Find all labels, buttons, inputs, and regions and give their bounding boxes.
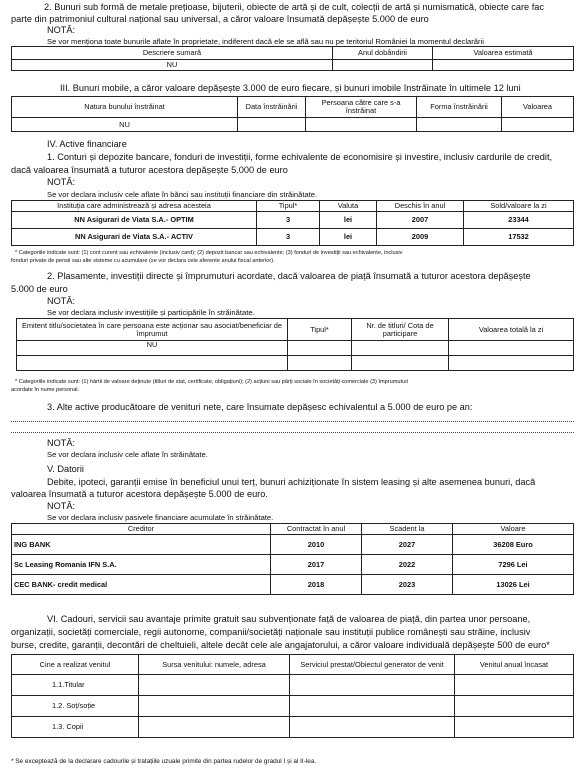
s4-nota2: NOTĂ: xyxy=(47,296,76,306)
table-cell: NU xyxy=(12,60,333,71)
footnote-investments-2: acordate în nume personal. xyxy=(11,387,80,393)
header-cell: Persoana către care s-a înstrăinat xyxy=(306,97,417,118)
header-cell: Emitent titlu/societatea în care persoana este acționar sau asociat/beneficiar de împrumut xyxy=(17,319,288,341)
s3-table xyxy=(11,96,574,132)
table-cell: NN Asigurari de Viata S.A.- OPTIM xyxy=(12,212,257,229)
header-cell: Contractat în anul xyxy=(271,524,362,535)
dotted-line xyxy=(11,432,574,433)
header-cell: Tipul* xyxy=(257,201,320,212)
table-row xyxy=(12,575,574,595)
table-cell xyxy=(290,696,455,717)
table-cell xyxy=(238,118,306,132)
dotted-line xyxy=(11,421,574,422)
table-cell xyxy=(352,341,449,356)
footnote-gifts: * Se exceptează de la declarare cadourile și tratațiile uzuale primite din partea rudelor de gradul I și al II-lea. xyxy=(11,758,317,765)
header-cell: Data înstrăinării xyxy=(238,97,306,118)
s6-line1: VI. Cadouri, servicii sau avantaje primite gratuit sau subvenționate față de valoarea de piață, din partea unor persoane, xyxy=(47,614,531,624)
table-cell: 2027 xyxy=(362,535,453,555)
s2-table xyxy=(11,46,574,71)
table-cell xyxy=(288,341,352,356)
s4-title: IV. Active financiare xyxy=(47,139,127,149)
table-cell: 2017 xyxy=(271,555,362,575)
header-cell: Valoare xyxy=(453,524,574,535)
s5-nota: NOTĂ: xyxy=(47,501,76,511)
table-cell: 1.2. Soț/soție xyxy=(12,696,139,717)
accounts-table xyxy=(11,200,574,246)
s2-line1: 2. Bunuri sub formă de metale prețioase, bijuterii, obiecte de artă și de cult, colecții de artă și numismatică, obiecte care fac xyxy=(44,2,544,12)
footnote-investments-1: * Categoriile indicate sunt: (1) hârtii de valoare deținute (titluri de stat, certificate, obligațiuni); (2) acțiuni sau părți sociale în societăți comerciale (3) împrumuturi xyxy=(15,379,409,385)
table-cell: 36208 Euro xyxy=(453,535,574,555)
table-cell: 23344 xyxy=(464,212,574,229)
table-row xyxy=(12,212,574,229)
s4-p2-note: Se vor declara inclusiv investițiile și participările în străinătate. xyxy=(47,308,255,317)
investments-table xyxy=(16,318,574,371)
s4-nota: NOTĂ: xyxy=(47,177,76,187)
table-cell xyxy=(502,118,574,132)
header-cell: Serviciul prestat/Obiectul generator de venit xyxy=(290,655,455,675)
table-cell: ING BANK xyxy=(12,535,271,555)
s5-title: V. Datorii xyxy=(47,464,84,474)
header-cell: Valoarea totală la zi xyxy=(449,319,574,341)
s5-line1: Debite, ipoteci, garanții emise în beneficiul unui terț, bunuri achiziționate în sistem leasing și alte asemenea bunuri, dacă xyxy=(47,477,536,487)
table-cell xyxy=(139,696,290,717)
s3-title: III. Bunuri mobile, a căror valoare depășește 3.000 de euro fiecare, și bunuri imobile înstrăinate în ultimele 12 luni xyxy=(60,83,521,93)
header-cell: Forma înstrăinării xyxy=(417,97,502,118)
table-cell: 2018 xyxy=(271,575,362,595)
header-cell: Descriere sumară xyxy=(12,47,333,60)
header-cell: Valoarea xyxy=(502,97,574,118)
table-row xyxy=(12,229,574,246)
table-cell: 1.3. Copii xyxy=(12,717,139,738)
table-cell: 13026 Lei xyxy=(453,575,574,595)
table-cell: CEC BANK- credit medical xyxy=(12,575,271,595)
table-cell: lei xyxy=(320,212,377,229)
table-cell xyxy=(455,717,574,738)
table-cell: 3 xyxy=(257,229,320,246)
s2-line2: parte din patrimoniul cultural național sau universal, a căror valoare însumată depășește 5.000 de euro xyxy=(11,14,429,24)
table-row xyxy=(12,696,574,717)
table-row xyxy=(12,675,574,696)
header-cell: Creditor xyxy=(12,524,271,535)
s6-line3: burse, credite, garanții, decontări de cheltuieli, altele decât cele ale angajatorului, a căror valoare individuală depășește 500 de euro* xyxy=(11,640,550,650)
header-cell: Venitul anual încasat xyxy=(455,655,574,675)
s4-p1-line2: dacă valoarea însumată a tuturor acestora depășește 5.000 de euro xyxy=(11,165,288,175)
header-cell: Natura bunului înstrăinat xyxy=(12,97,238,118)
s2-nota: NOTĂ: xyxy=(47,25,76,35)
table-cell xyxy=(333,60,433,71)
header-cell: Cine a realizat venitul xyxy=(12,655,139,675)
table-cell xyxy=(433,60,574,71)
header-cell: Valuta xyxy=(320,201,377,212)
s6-line2: organizații, societăți comerciale, regii autonome, companii/societăți naționale sau instituții publice românești sau străine, inclusiv xyxy=(11,627,531,637)
s4-p2-line1: 2. Plasamente, investiții directe și împrumuturi acordate, dacă valoarea de piață însumată a tuturor acestora depășește xyxy=(47,271,531,281)
table-cell xyxy=(306,118,417,132)
s4-p1-note: Se vor declara inclusiv cele aflate în bănci sau instituții financiare din străinătate. xyxy=(47,190,318,199)
header-cell: Instituția care administrează și adresa acesteia xyxy=(12,201,257,212)
table-cell xyxy=(449,356,574,371)
table-cell xyxy=(290,717,455,738)
table-cell xyxy=(17,356,288,371)
table-cell: NU xyxy=(12,118,238,132)
debts-table xyxy=(11,523,574,595)
table-cell xyxy=(352,356,449,371)
table-cell: 1.1.Titular xyxy=(12,675,139,696)
table-cell: 2023 xyxy=(362,575,453,595)
header-cell: Anul dobândirii xyxy=(333,47,433,60)
table-cell xyxy=(290,675,455,696)
table-cell: 17532 xyxy=(464,229,574,246)
header-cell: Valoarea estimată xyxy=(433,47,574,60)
table-cell: NU xyxy=(17,341,288,356)
s4-p3-note: Se vor declara inclusiv cele aflate în străinătate. xyxy=(47,450,208,459)
table-cell: 2007 xyxy=(377,212,464,229)
s5-line2: valoarea însumată a tuturor acestora depășește 5.000 de euro. xyxy=(11,489,268,499)
table-cell xyxy=(417,118,502,132)
header-cell: Sold/valoare la zi xyxy=(464,201,574,212)
table-cell xyxy=(449,341,574,356)
table-row xyxy=(12,535,574,555)
header-cell: Deschis în anul xyxy=(377,201,464,212)
table-row xyxy=(12,555,574,575)
s2-note: Se vor menționa toate bunurile aflate în proprietate, indiferent dacă ele se află sau nu pe teritoriul României la momentul declarării xyxy=(47,37,484,46)
gifts-table xyxy=(11,654,574,738)
table-cell: 3 xyxy=(257,212,320,229)
s5-note: Se vor declara inclusiv pasivele financiare acumulate în străinătate. xyxy=(47,513,274,522)
s4-p3: 3. Alte active producătoare de venituri nete, care însumate depășesc echivalentul a 5.000 de euro pe an: xyxy=(47,402,473,412)
header-cell: Scadent la xyxy=(362,524,453,535)
s4-p2-line2: 5.000 de euro xyxy=(11,284,68,294)
table-cell: NN Asigurari de Viata S.A.- ACTIV xyxy=(12,229,257,246)
table-cell xyxy=(455,675,574,696)
table-row xyxy=(12,717,574,738)
table-cell xyxy=(455,696,574,717)
footnote-accounts-1: * Categoriile indicate sunt: (1) cont curent sau echivalente (inclusiv card); (2) depozit bancar sau echivalente; (3) fonduri de investiții sau echivalente, inclusiv xyxy=(15,250,403,256)
table-cell: lei xyxy=(320,229,377,246)
table-cell: 2009 xyxy=(377,229,464,246)
s4-p1-line1: 1. Conturi și depozite bancare, fonduri de investiții, forme echivalente de economisire și investire, inclusiv cardurile de credit, xyxy=(47,152,553,162)
table-cell xyxy=(139,717,290,738)
header-cell: Tipul* xyxy=(288,319,352,341)
table-cell: Sc Leasing Romania IFN S.A. xyxy=(12,555,271,575)
table-cell: 2022 xyxy=(362,555,453,575)
table-cell xyxy=(139,675,290,696)
header-cell: Nr. de titluri/ Cota de participare xyxy=(352,319,449,341)
table-cell: 2010 xyxy=(271,535,362,555)
header-cell: Sursa venitului: numele, adresa xyxy=(139,655,290,675)
footnote-accounts-2: fonduri private de pensii sau alte sisteme cu acumulare (se vor declara cele aferente anului fiscal anterior). xyxy=(11,258,275,264)
s4-nota3: NOTĂ: xyxy=(47,438,76,448)
table-cell: 7296 Lei xyxy=(453,555,574,575)
table-cell xyxy=(288,356,352,371)
